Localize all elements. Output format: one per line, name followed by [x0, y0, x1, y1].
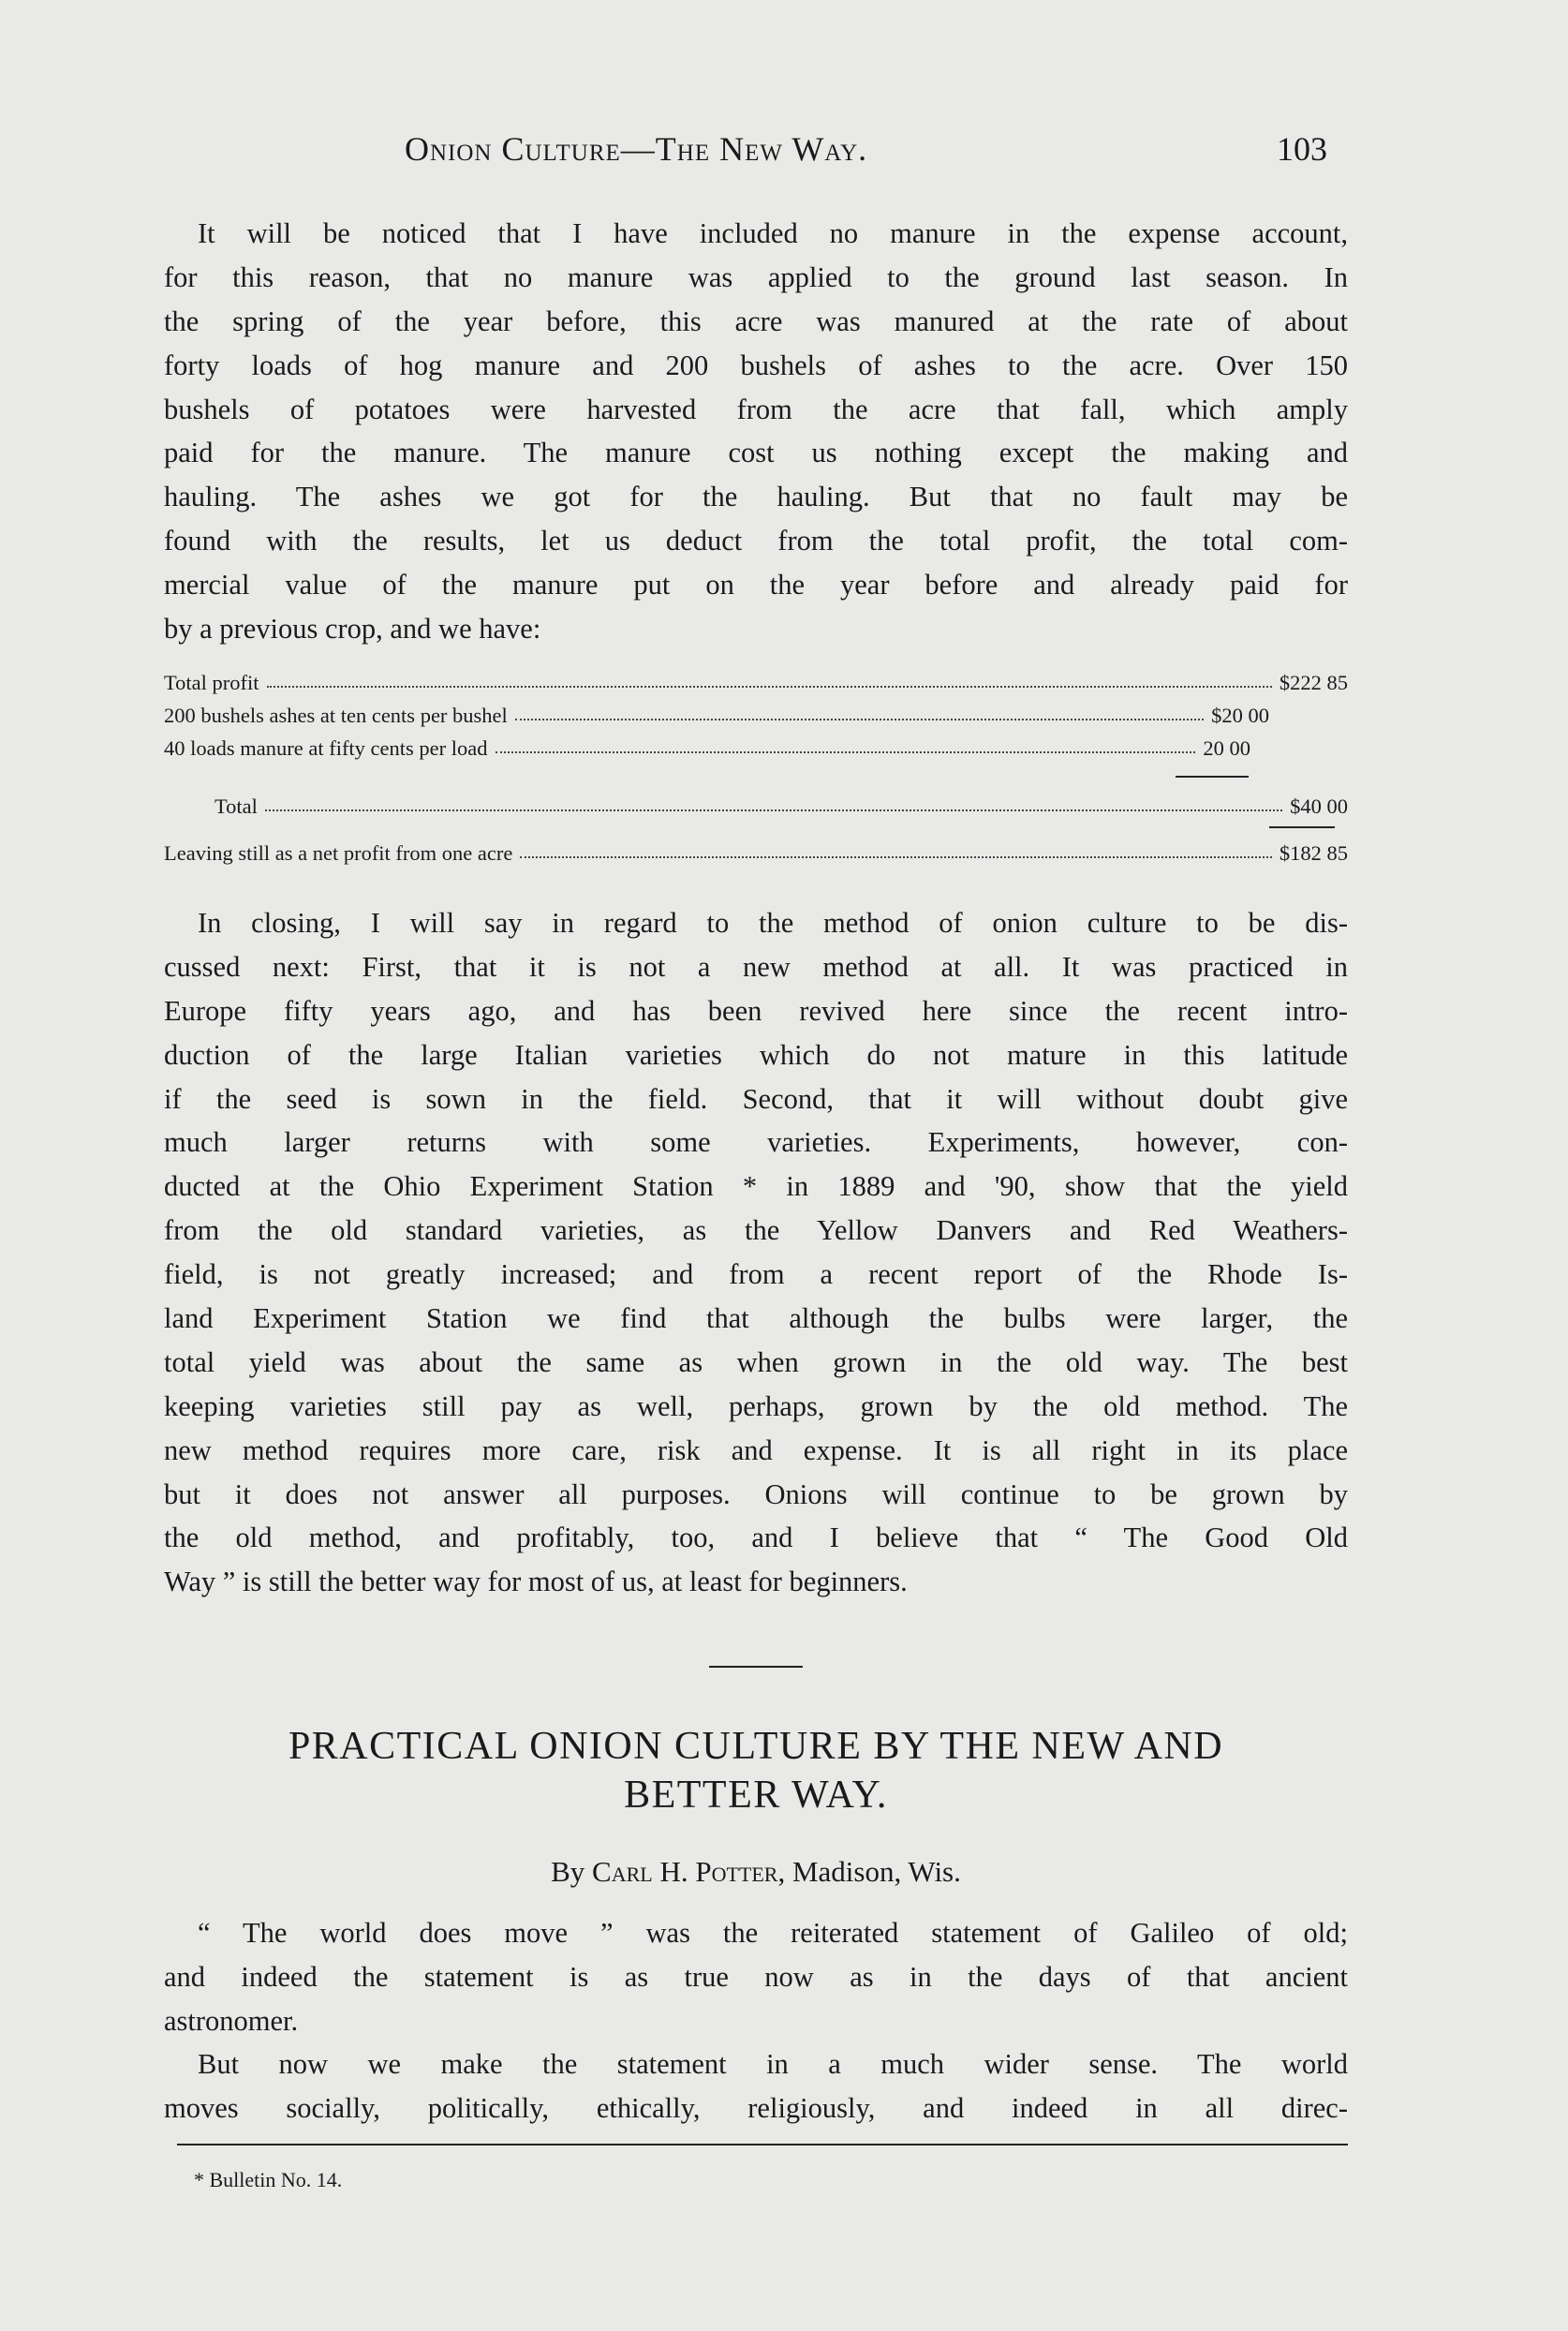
section-divider — [709, 1666, 803, 1668]
text-line: bushels of potatoes were harvested from the acre that fall, which amply — [164, 393, 1348, 425]
leader-dots — [267, 686, 1272, 688]
text-line: paid for the manure. The manure cost us nothing except the making and — [164, 437, 1348, 469]
account-label: Leaving still as a net profit from one acre — [164, 841, 513, 865]
text-line: the spring of the year before, this acre was manured at the rate of about — [164, 304, 1348, 337]
text-line: Way ” is still the better way for most of us, at least for beginners. — [164, 1566, 908, 1598]
author-name: Carl H. Potter, — [592, 1855, 786, 1888]
text-line: astronomer. — [164, 2004, 299, 2037]
article-title-line: BETTER WAY. — [624, 1774, 888, 1817]
paragraph-closing — [164, 901, 1348, 1604]
account-row-manure — [164, 729, 1250, 761]
leader-dots — [496, 751, 1196, 753]
text-line: from the old standard varieties, as the Yellow Danvers and Red Weathers- — [164, 1214, 1348, 1247]
text-line: land Experiment Station we find that although the bulbs were larger, the — [164, 1302, 1348, 1335]
author-place: Madison, Wis. — [791, 1855, 961, 1888]
leader-dots — [520, 856, 1272, 858]
leader-dots — [515, 719, 1204, 720]
account-label: 200 bushels ashes at ten cents per bushel — [164, 704, 508, 727]
running-head — [164, 129, 1348, 171]
text-line: hauling. The ashes we got for the hauling. But that no fault may be — [164, 481, 1348, 513]
text-line: much larger returns with some varieties. Experiments, however, con- — [164, 1126, 1348, 1159]
subtotal-rule — [1176, 776, 1249, 778]
text-line: total yield was about the same as when grown in the old way. The best — [164, 1345, 1348, 1378]
account-amount: $40 00 — [1290, 794, 1348, 818]
running-title: Onion Culture—The New Way. — [405, 130, 868, 168]
text-line: the old method, and profitably, too, and I believe that “ The Good Old — [164, 1522, 1348, 1554]
text-line: but it does not answer all purposes. Onions will continue to be grown by — [164, 1477, 1348, 1510]
paragraph-galileo — [164, 1911, 1348, 2043]
text-line: But now we make the statement in a much wider sense. The world — [198, 2048, 1348, 2080]
footnote-rule — [177, 2144, 1348, 2145]
account-row-total-profit — [164, 663, 1348, 695]
text-line: field, is not greatly increased; and from a recent report of the Rhode Is- — [164, 1258, 1348, 1291]
account-amount: $222 85 — [1279, 671, 1348, 694]
text-line: keeping varieties still pay as well, perhaps, grown by the old method. The — [164, 1389, 1348, 1422]
total-rule — [1269, 826, 1335, 828]
page-number: 103 — [1277, 130, 1327, 168]
text-line: moves socially, politically, ethically, religiously, and indeed in all direc- — [164, 2091, 1348, 2124]
article-title — [164, 1722, 1348, 1819]
account-label: 40 loads manure at fifty cents per load — [164, 736, 488, 760]
account-row-net-profit — [164, 834, 1348, 866]
account-amount: 20 00 — [1203, 736, 1250, 760]
leader-dots — [265, 809, 1282, 811]
text-line: found with the results, let us deduct from the total profit, the total com- — [164, 525, 1348, 557]
text-line: It will be noticed that I have included no manure in the expense account, — [198, 217, 1348, 249]
article-title-line: PRACTICAL ONION CULTURE BY THE NEW AND — [288, 1725, 1224, 1768]
text-line: Europe fifty years ago, and has been revived here since the recent intro- — [164, 994, 1348, 1027]
text-line: “ The world does move ” was the reiterated statement of Galileo of old; — [198, 1917, 1348, 1949]
text-line: if the seed is sown in the field. Second, that it will without doubt give — [164, 1082, 1348, 1115]
text-line: new method requires more care, risk and expense. It is all right in its place — [164, 1433, 1348, 1466]
account-amount: $182 85 — [1279, 841, 1348, 865]
byline — [164, 1855, 1348, 1889]
text-line: for this reason, that no manure was applied to the ground last season. In — [164, 260, 1348, 293]
text-line: forty loads of hog manure and 200 bushels of ashes to the acre. Over 150 — [164, 349, 1348, 381]
paragraph-world-moves — [164, 2042, 1348, 2131]
byline-prefix: By — [551, 1855, 585, 1888]
account-row-ashes — [164, 696, 1269, 728]
paragraph-expense-note — [164, 212, 1348, 651]
account-row-total — [214, 787, 1348, 819]
text-line: duction of the large Italian varieties which do not mature in this latitude — [164, 1038, 1348, 1071]
text-line: mercial value of the manure put on the year before and already paid for — [164, 569, 1348, 601]
text-line: cussed next: First, that it is not a new method at all. It was practiced in — [164, 950, 1348, 983]
text-line: and indeed the statement is as true now as in the days of that ancient — [164, 1960, 1348, 1993]
account-amount: $20 00 — [1211, 704, 1269, 727]
footnote: * Bulletin No. 14. — [194, 2168, 343, 2191]
text-line: ducted at the Ohio Experiment Station * in 1889 and '90, show that the yield — [164, 1170, 1348, 1203]
account-label: Total — [214, 794, 258, 818]
account-label: Total profit — [164, 671, 259, 694]
text-line: by a previous crop, and we have: — [164, 613, 541, 646]
text-line: In closing, I will say in regard to the method of onion culture to be dis- — [198, 907, 1348, 939]
